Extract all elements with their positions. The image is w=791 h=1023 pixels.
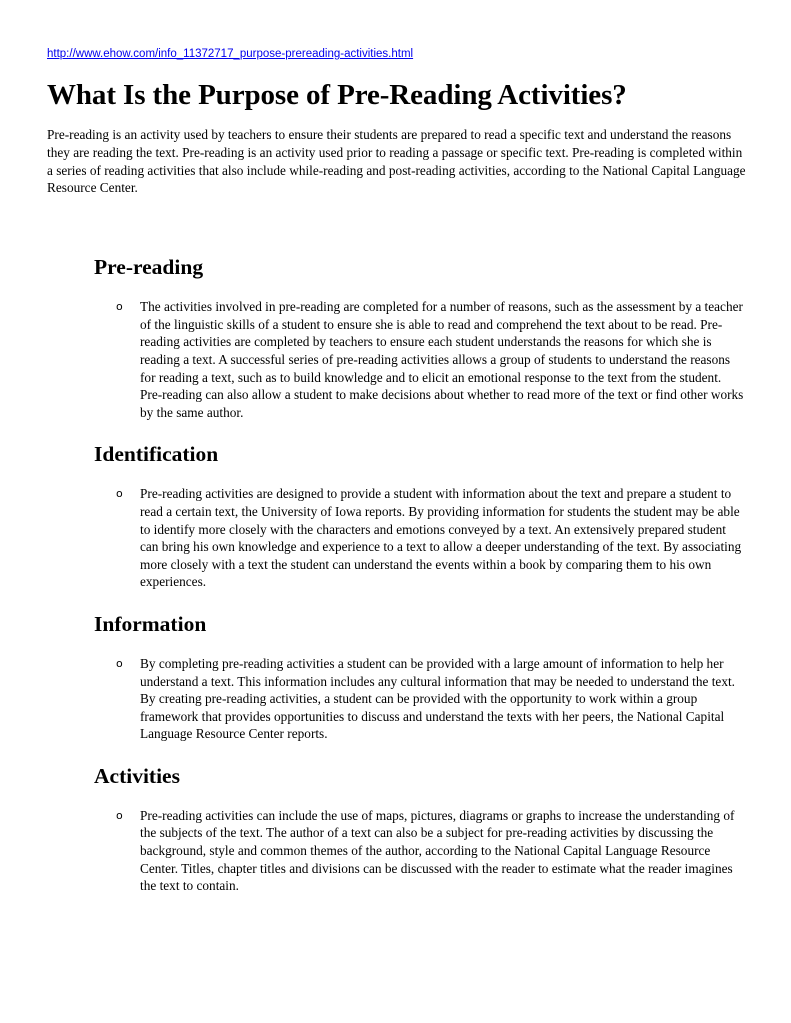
list-item [94,485,744,591]
list-item [94,298,744,421]
bullet-circle-icon: o [116,300,123,314]
section-identification [94,441,747,591]
section-heading: Activities [94,763,180,788]
source-url-link[interactable]: http://www.ehow.com/info_11372717_purpose-prereading-activities.html [47,48,414,60]
list-item [94,655,744,743]
section-heading: Pre-reading [94,255,204,280]
page-title: What Is the Purpose of Pre-Reading Activities? [47,79,627,111]
section-text: By completing pre-reading activities a student can be provided with a large amount of information to help her understand a text. This information includes any cultural information that may be needed to understand the text. By creating pre-reading activities, a student can be provided with the opportunity to work within a group framework that provides opportunities to discuss and understand the texts with her peers, the National Capital Language Resource Center reports. [140,655,735,742]
section-heading: Information [94,611,207,636]
section-activities [94,763,747,895]
bullet-circle-icon: o [116,808,123,822]
document-page [47,44,747,895]
section-pre-reading [94,254,747,421]
section-text: Pre-reading activities can include the use of maps, pictures, diagrams or graphs to increase the understanding of the subjects of the text. The author of a text can also be a subject for pre-reading activities by discussing the background, style and common themes of the author, according to the National Capital Language Resource Center. Titles, chapter titles and divisions can be discussed with the reader to estimate what the reader imagines the text to contain. [140,807,735,894]
section-information [94,611,747,743]
section-text: The activities involved in pre-reading are completed for a number of reasons, such as the assessment by a teacher of the linguistic skills of a student to ensure she is able to read and comprehend the text about to be read. Pre-reading activities are completed by teachers to ensure each student understands the reasons for which she is reading a text. A successful series of pre-reading activities allows a group of students to understand the reasons for reading a text, such as to build knowledge and to elicit an emotional response to the text from the student. Pre-reading can also allow a student to make decisions about whether to read more of the text or find other works by the same author. [140,299,744,420]
section-heading: Identification [94,442,219,467]
bullet-circle-icon: o [116,656,123,670]
section-text: Pre-reading activities are designed to provide a student with information about the text and prepare a student to read a certain text, the University of Iowa reports. By providing information for students the student may be able to identify more closely with the characters and emotions conveyed by a text. An extensively prepared student can bring his own knowledge and experience to a text to allow a deeper understanding of the text. By associating more closely with a text the student can understand the events within a book by comparing them to his own experiences. [140,486,742,590]
list-item [94,807,744,895]
intro-paragraph: Pre-reading is an activity used by teachers to ensure their students are prepared to read a specific text and understand the reasons they are reading the text. Pre-reading is an activity used prior to reading a passage or specific text. Pre-reading is completed within a series of reading activities that also include while-reading and post-reading activities, according to the National Capital Language Resource Center. [47,127,746,196]
bullet-circle-icon: o [116,487,123,501]
